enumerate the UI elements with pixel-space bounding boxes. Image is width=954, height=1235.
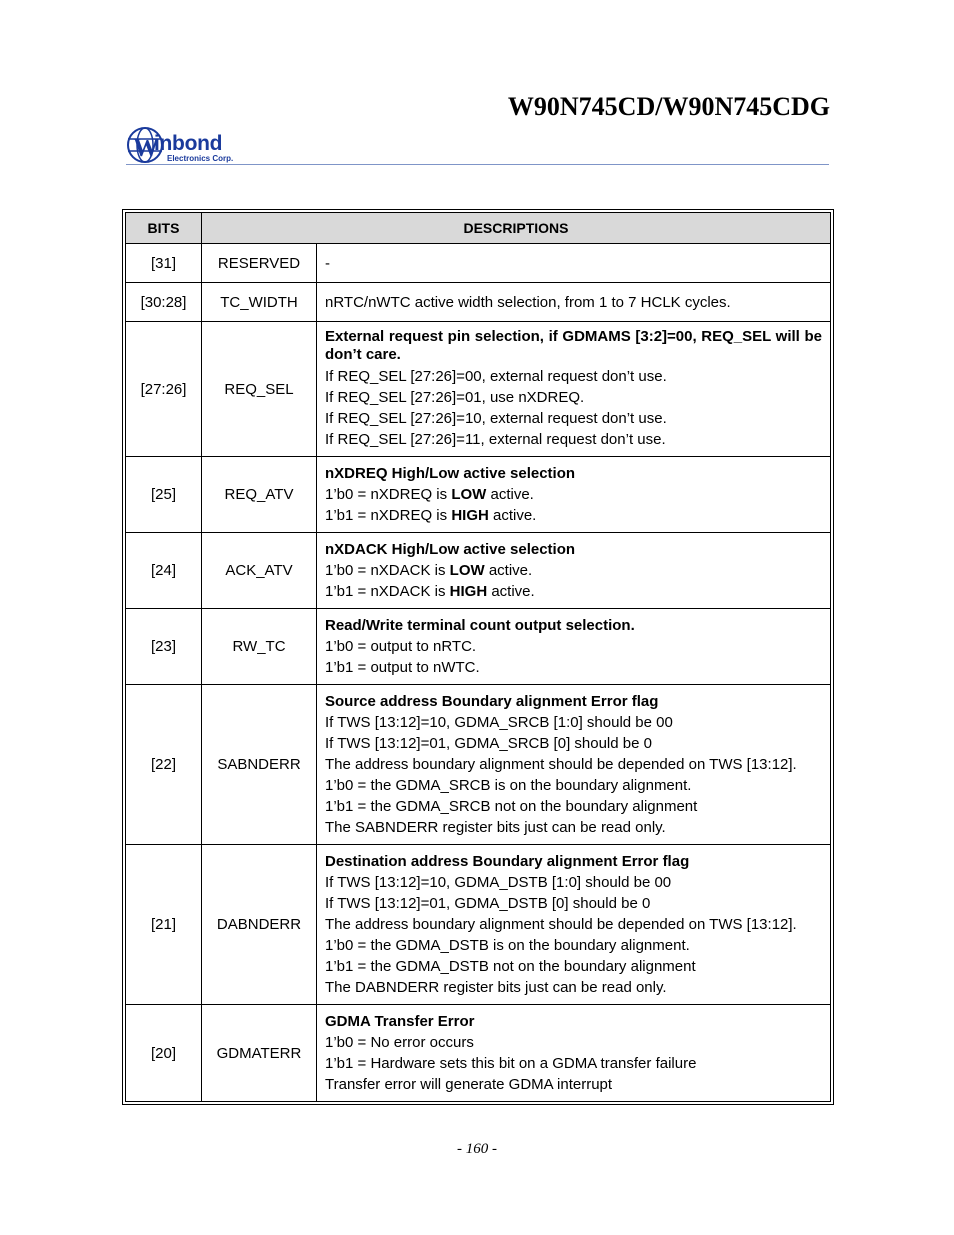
winbond-logo xyxy=(126,125,256,165)
emphasis-text: LOW xyxy=(449,562,485,579)
description-line: 1’b0 = No error occurs xyxy=(325,1034,474,1051)
description-line xyxy=(325,484,822,505)
description-heading: GDMA Transfer Error xyxy=(325,1013,475,1030)
description-heading: nXDREQ High/Low active selection xyxy=(325,465,576,482)
field-name-cell: REQ_ATV xyxy=(202,457,317,533)
table-header-row xyxy=(126,213,831,244)
table-row xyxy=(126,533,831,609)
header-rule xyxy=(126,164,829,165)
table-row xyxy=(126,609,831,685)
description-line: If TWS [13:12]=01, GDMA_SRCB [0] should be 0 xyxy=(325,735,652,752)
description-line: 1’b0 = the GDMA_DSTB is on the boundary alignment. xyxy=(325,937,690,954)
line-text: 1’b0 = nXDACK is xyxy=(325,562,450,579)
table-row xyxy=(126,1005,831,1102)
description-line: nRTC/nWTC active width selection, from 1 to 7 HCLK cycles. xyxy=(325,293,731,311)
logo-subtitle: Electronics Corp. xyxy=(167,154,234,163)
description-cell xyxy=(317,533,831,609)
description-line: - xyxy=(325,254,330,272)
description-line: If TWS [13:12]=10, GDMA_SRCB [1:0] should be 00 xyxy=(325,714,673,731)
field-name-cell: GDMATERR xyxy=(202,1005,317,1102)
line-text: active. xyxy=(486,486,534,503)
description-line xyxy=(325,581,822,602)
description-heading: External request pin selection, if GDMAMS [3:2]=00, REQ_SEL will be don’t care. xyxy=(325,328,822,363)
page-number: - 160 - xyxy=(457,1141,497,1157)
description-cell xyxy=(317,1005,831,1102)
description-heading: Read/Write terminal count output selection. xyxy=(325,617,635,634)
description-line: The SABNDERR register bits just can be read only. xyxy=(325,819,666,836)
line-text: 1’b0 = nXDREQ is xyxy=(325,486,452,503)
description-line: If REQ_SEL [27:26]=10, external request don’t use. xyxy=(325,410,667,427)
description-line: 1’b1 = Hardware sets this bit on a GDMA transfer failure xyxy=(325,1055,697,1072)
field-name-cell: ACK_ATV xyxy=(202,533,317,609)
descriptions-header: DESCRIPTIONS xyxy=(202,213,831,244)
field-name-cell: REQ_SEL xyxy=(202,322,317,457)
bits-cell: [23] xyxy=(126,609,202,685)
emphasis-text: HIGH xyxy=(449,583,488,600)
description-line xyxy=(325,505,822,526)
description-cell xyxy=(317,845,831,1005)
description-cell xyxy=(317,457,831,533)
register-bits-table xyxy=(125,212,831,1102)
table-row xyxy=(126,244,831,283)
table-body xyxy=(126,244,831,1102)
line-text: active. xyxy=(487,583,535,600)
line-text: 1’b1 = nXDACK is xyxy=(325,583,450,600)
description-line: 1’b1 = the GDMA_SRCB not on the boundary alignment xyxy=(325,798,698,815)
description-line: Transfer error will generate GDMA interrupt xyxy=(325,1076,613,1093)
description-line: 1’b1 = output to nWTC. xyxy=(325,659,480,676)
field-name-cell: RESERVED xyxy=(202,244,317,283)
description-cell xyxy=(317,609,831,685)
bits-cell: [24] xyxy=(126,533,202,609)
register-table-frame xyxy=(122,209,834,1105)
description-line xyxy=(325,560,822,581)
description-cell xyxy=(317,322,831,457)
description-heading: Destination address Boundary alignment Error flag xyxy=(325,853,690,870)
description-heading: nXDACK High/Low active selection xyxy=(325,541,576,558)
table-row xyxy=(126,845,831,1005)
description-line: 1’b1 = the GDMA_DSTB not on the boundary alignment xyxy=(325,958,696,975)
description-cell xyxy=(317,283,831,322)
field-name-cell: SABNDERR xyxy=(202,685,317,845)
logo-wordmark: inbond xyxy=(154,132,223,155)
emphasis-text: HIGH xyxy=(451,507,489,524)
table-row xyxy=(126,322,831,457)
description-line: If REQ_SEL [27:26]=00, external request don’t use. xyxy=(325,368,667,385)
bits-cell: [21] xyxy=(126,845,202,1005)
table-row xyxy=(126,283,831,322)
description-line: 1’b0 = the GDMA_SRCB is on the boundary alignment. xyxy=(325,777,692,794)
bits-cell: [31] xyxy=(126,244,202,283)
description-heading: Source address Boundary alignment Error flag xyxy=(325,693,659,710)
field-name-cell: TC_WIDTH xyxy=(202,283,317,322)
bits-cell: [27:26] xyxy=(126,322,202,457)
description-line: If REQ_SEL [27:26]=01, use nXDREQ. xyxy=(325,389,585,406)
svg-text:W: W xyxy=(133,133,159,162)
description-line: The DABNDERR register bits just can be read only. xyxy=(325,979,667,996)
description-cell xyxy=(317,685,831,845)
bits-cell: [20] xyxy=(126,1005,202,1102)
document-title: W90N745CD/W90N745CDG xyxy=(507,92,830,121)
table-row xyxy=(126,457,831,533)
emphasis-text: LOW xyxy=(451,486,487,503)
description-line: If TWS [13:12]=01, GDMA_DSTB [0] should be 0 xyxy=(325,895,651,912)
bits-cell: [25] xyxy=(126,457,202,533)
bits-cell: [30:28] xyxy=(126,283,202,322)
bits-cell: [22] xyxy=(126,685,202,845)
description-cell xyxy=(317,244,831,283)
line-text: 1’b1 = nXDREQ is xyxy=(325,507,452,524)
description-line: The address boundary alignment should be depended on TWS [13:12]. xyxy=(325,756,797,773)
bits-header: BITS xyxy=(126,213,202,244)
line-text: active. xyxy=(488,507,537,524)
description-line: The address boundary alignment should be depended on TWS [13:12]. xyxy=(325,916,797,933)
description-line: If REQ_SEL [27:26]=11, external request don’t use. xyxy=(325,431,666,448)
field-name-cell: DABNDERR xyxy=(202,845,317,1005)
description-line: 1’b0 = output to nRTC. xyxy=(325,638,477,655)
description-line: If TWS [13:12]=10, GDMA_DSTB [1:0] should be 00 xyxy=(325,874,672,891)
line-text: active. xyxy=(484,562,533,579)
table-row xyxy=(126,685,831,845)
field-name-cell: RW_TC xyxy=(202,609,317,685)
